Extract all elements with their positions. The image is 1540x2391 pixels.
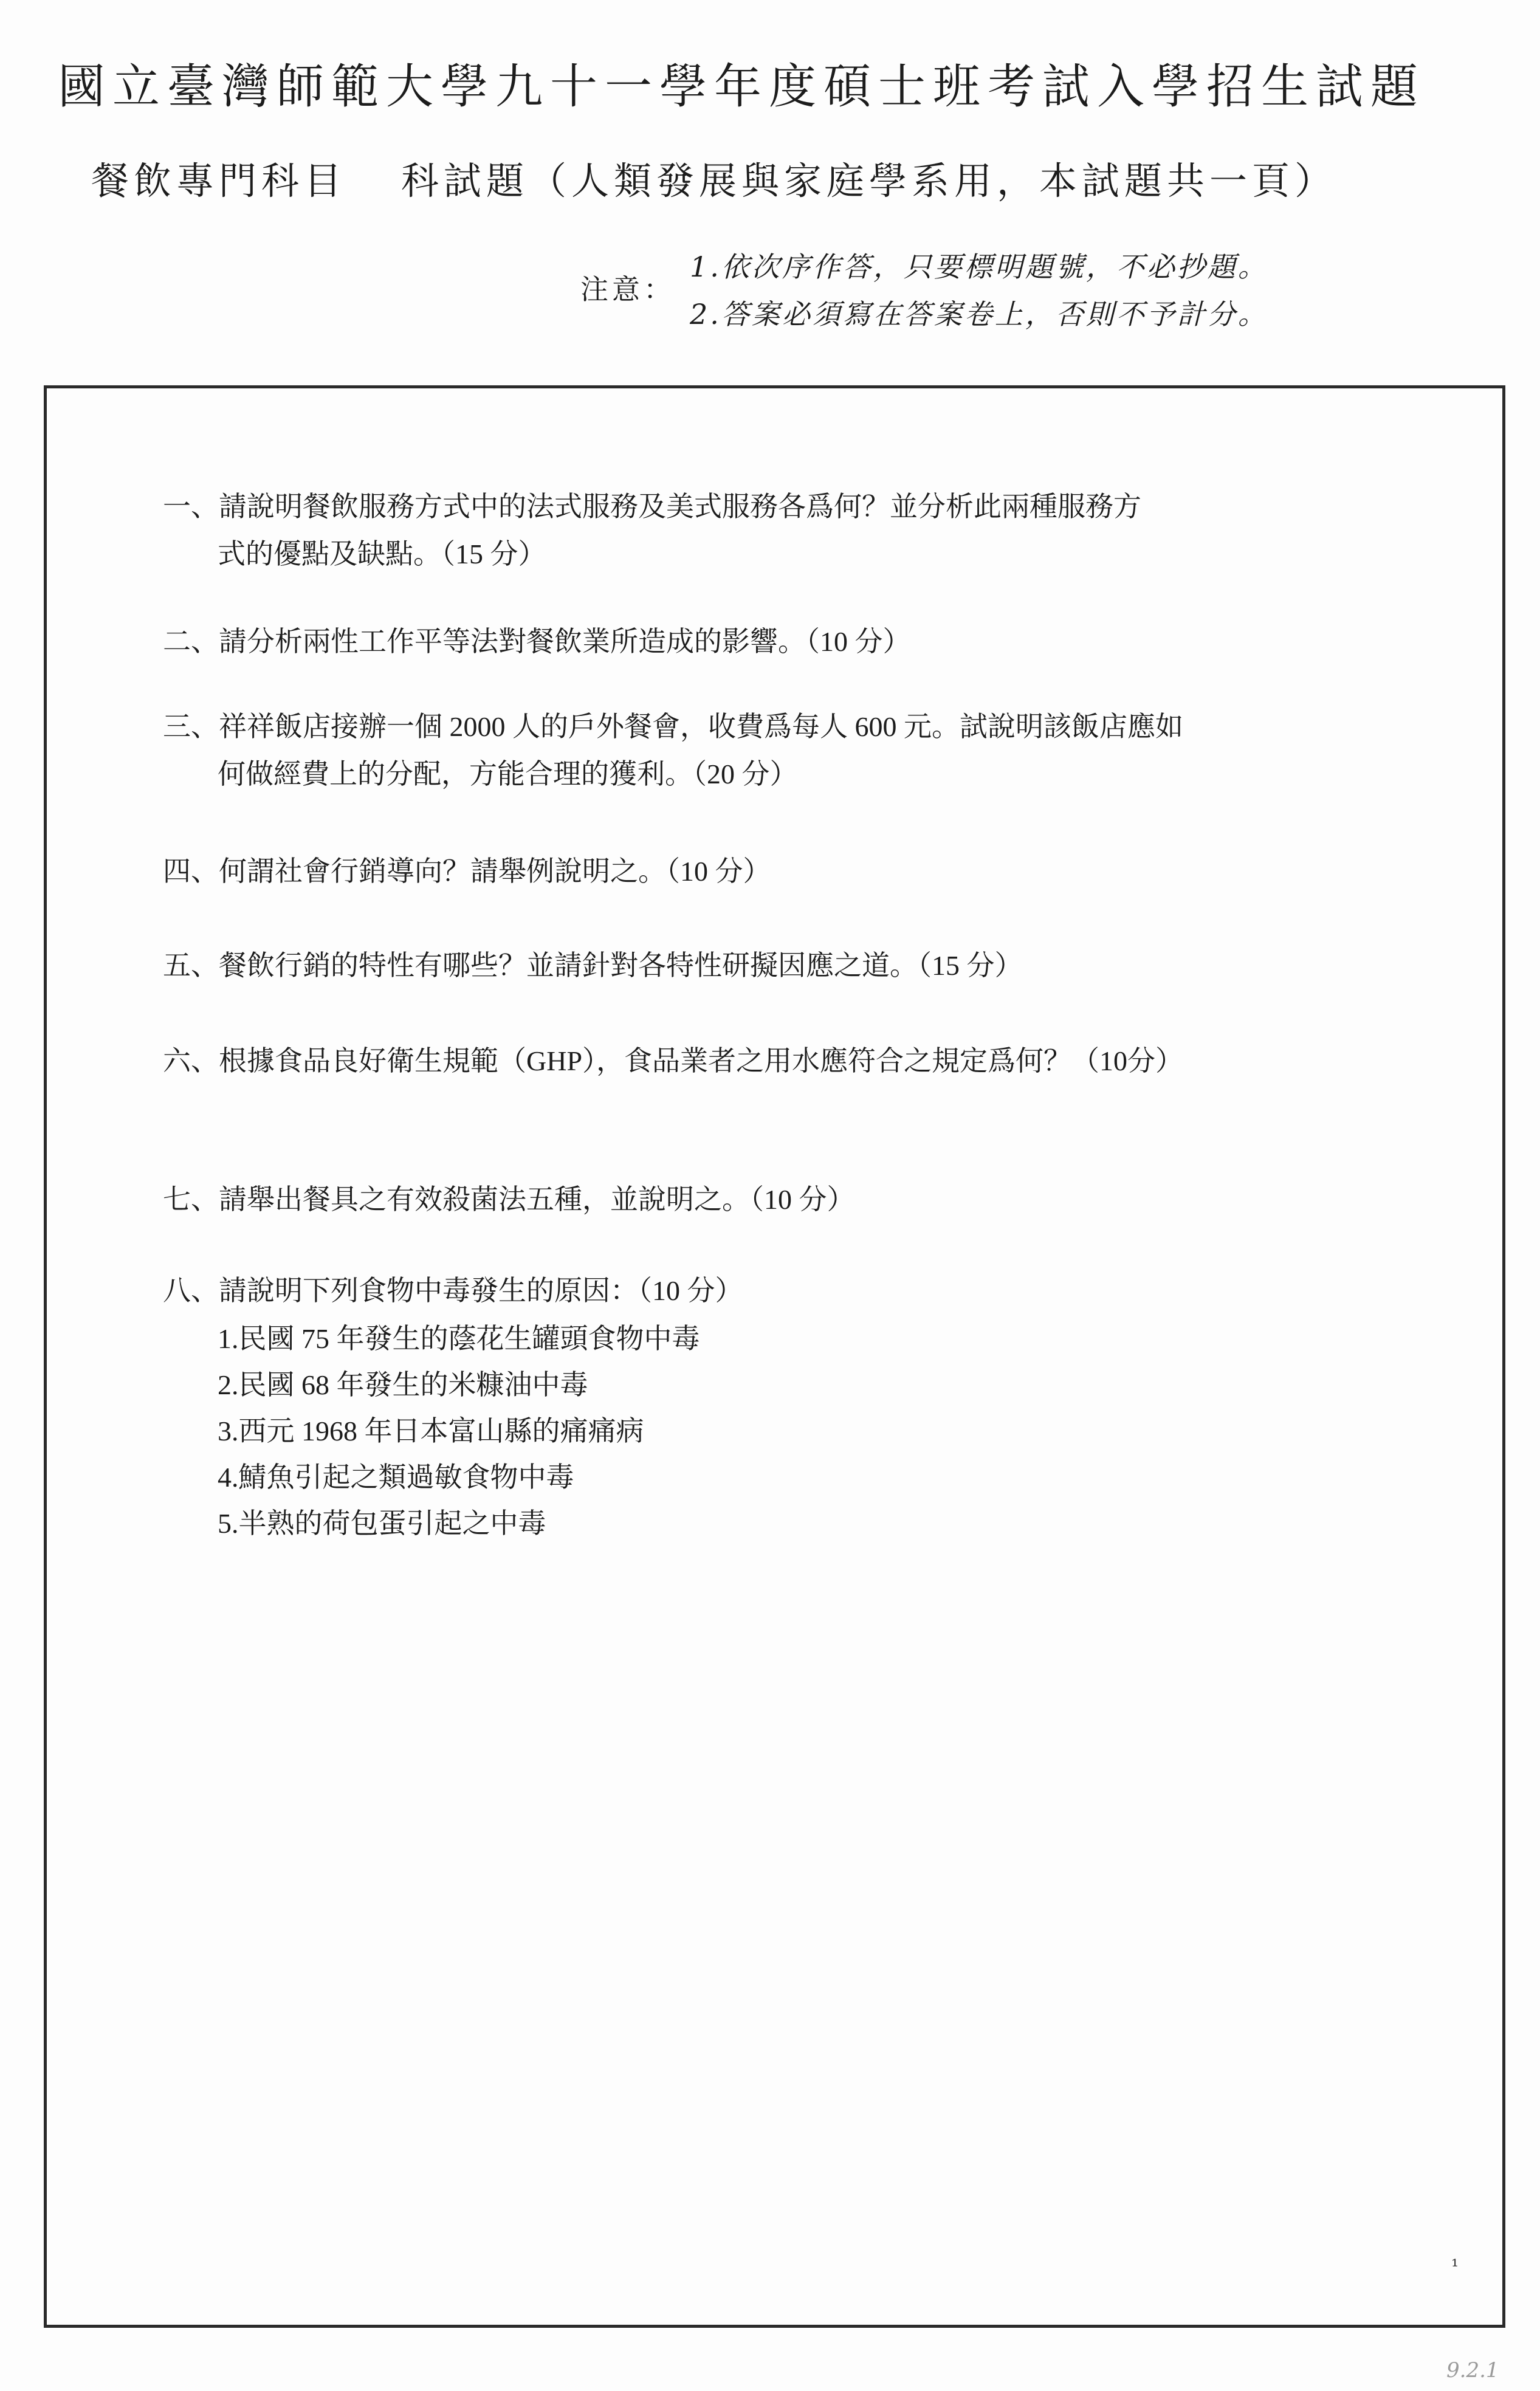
question-line: 式的優點及缺點。（15 分） [218, 538, 546, 569]
notice-items [690, 243, 1268, 338]
question-line: 六、根據食品良好衛生規範（GHP），食品業者之用水應符合之規定爲何？（10分） [163, 1045, 1184, 1076]
notice-item: 2.答案必須寫在答案卷上，否則不予計分。 [690, 298, 1268, 331]
notice-label: 注意： [580, 273, 675, 306]
question-line: 八、請說明下列食物中毒發生的原因：（10 分） [163, 1275, 743, 1306]
notice-block [580, 243, 1431, 340]
subitem: 4.鯖魚引起之類過敏食物中毒 [218, 1462, 574, 1493]
question-line: 三、祥祥飯店接辦一個 2000 人的戶外餐會，收費爲每人 600 元。試說明該飯店應如 [163, 711, 1183, 742]
subitem: 2.民國 68 年發生的米糠油中毒 [218, 1369, 588, 1400]
question-line: 何做經費上的分配，方能合理的獲利。（20 分） [218, 759, 798, 790]
question-7 [163, 1176, 855, 1223]
question-3 [163, 703, 1183, 798]
subitem: 3.西元 1968 年日本富山縣的痛痛病 [218, 1416, 644, 1447]
subitem: 5.半熟的荷包蛋引起之中毒 [218, 1508, 546, 1539]
exam-title: 國立臺灣師範大學九十一學年度碩士班考試入學招生試題 [58, 60, 1426, 114]
question-line: 二、請分析兩性工作平等法對餐飲業所造成的影響。（10 分） [163, 626, 911, 657]
exam-subtitle [91, 151, 1489, 205]
notice-item: 1.依次序作答，只要標明題號，不必抄題。 [690, 250, 1268, 283]
question-6 [163, 1037, 1183, 1085]
question-4 [163, 848, 771, 895]
question-2 [163, 618, 911, 666]
question-5 [163, 942, 1023, 989]
question-8 [163, 1267, 743, 1315]
question-1 [163, 483, 1141, 578]
question-line: 七、請舉出餐具之有效殺菌法五種，並說明之。（10 分） [163, 1184, 855, 1215]
subject-name: 餐飲專門科目 [91, 159, 347, 203]
subtitle-detail: 科試題（人類發展與家庭學系用，本試題共一頁） [401, 159, 1338, 203]
question-line: 四、何謂社會行銷導向？請舉例說明之。（10 分） [163, 856, 771, 887]
question-line: 五、餐飲行銷的特性有哪些？並請針對各特性研擬因應之道。（15 分） [163, 950, 1023, 981]
scan-mark: ¹ [1451, 2256, 1459, 2277]
question-8-subitems [218, 1316, 700, 1547]
page-mark: 9.2.1 [1446, 2358, 1499, 2382]
subitem: 1.民國 75 年發生的蔭花生罐頭食物中毒 [218, 1323, 700, 1354]
question-line: 一、請說明餐飲服務方式中的法式服務及美式服務各爲何？並分析此兩種服務方 [163, 491, 1141, 522]
